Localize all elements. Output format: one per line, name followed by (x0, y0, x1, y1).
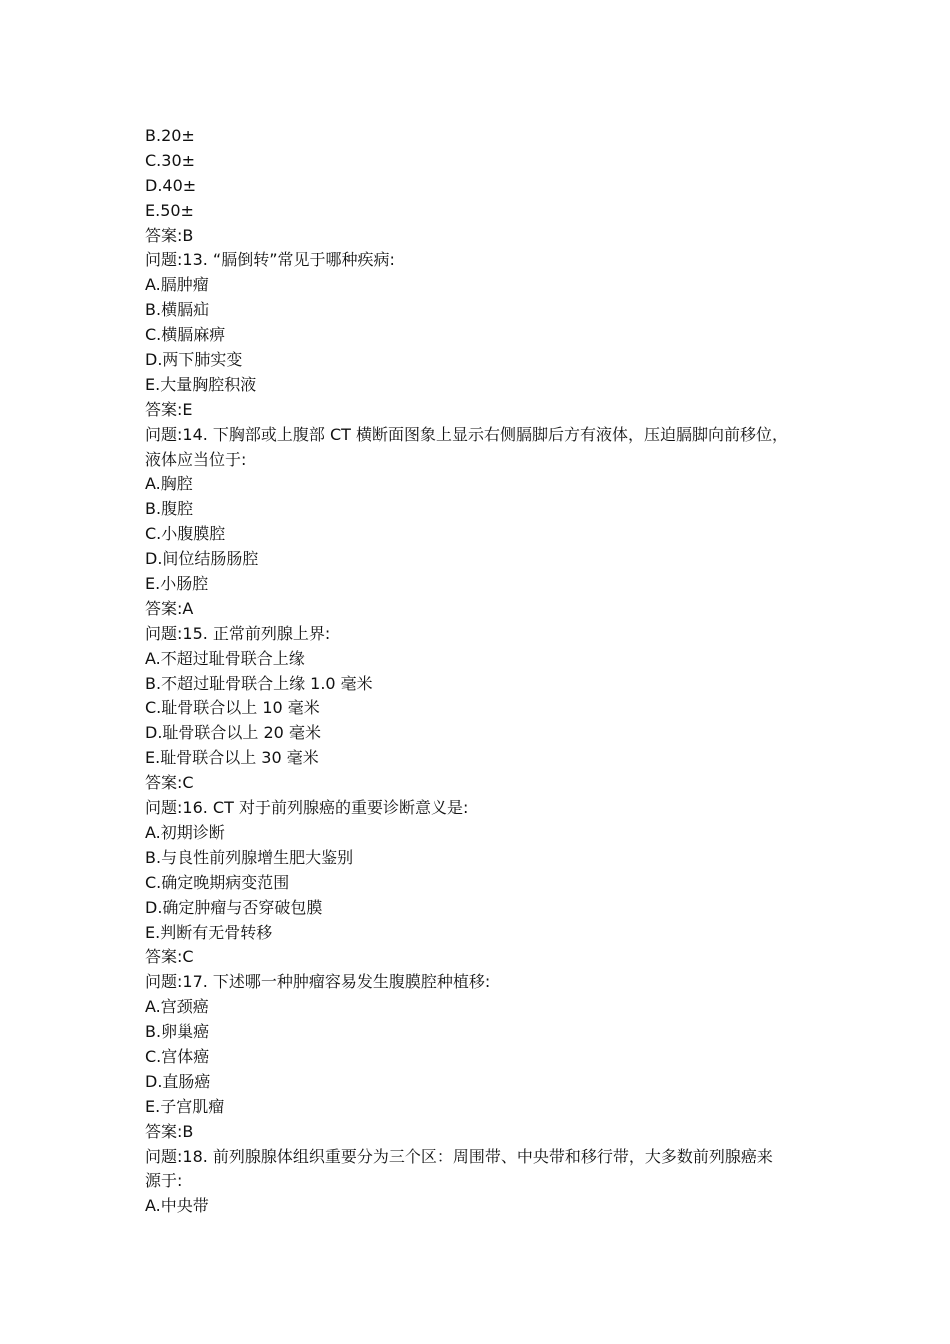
answer-option: D.耻骨联合以上 20 毫米 (145, 723, 321, 743)
question-text-continued: 液体应当位于: (145, 449, 247, 469)
answer-option: D.确定肿瘤与否穿破包膜 (145, 897, 323, 917)
answer-option: A.中央带 (145, 1196, 209, 1216)
answer-option: C.宫体癌 (145, 1046, 210, 1066)
answer-option: E.小肠腔 (145, 574, 209, 594)
answer-option: D.直肠癌 (145, 1071, 211, 1091)
answer-key: 答案:A (145, 598, 194, 618)
answer-option: A.宫颈癌 (145, 997, 209, 1017)
answer-option: C.小腹膜腔 (145, 524, 226, 544)
question-text-continued: 源于: (145, 1171, 183, 1191)
answer-option: E.子宫肌瘤 (145, 1096, 225, 1116)
question-text: 问题:17. 下述哪一种肿瘤容易发生腹膜腔种植移: (145, 972, 491, 992)
answer-option: C.横膈麻痹 (145, 325, 226, 345)
question-text: 问题:13. “膈倒转”常见于哪种疾病: (145, 250, 395, 270)
answer-option: E.大量胸腔积液 (145, 374, 257, 394)
answer-option: C.耻骨联合以上 10 毫米 (145, 698, 320, 718)
answer-option: E.50± (145, 200, 194, 220)
document-page (145, 124, 845, 1219)
answer-option: B.卵巢癌 (145, 1022, 210, 1042)
answer-key: 答案:E (145, 399, 193, 419)
answer-key: 答案:C (145, 773, 194, 793)
answer-option: B.横膈疝 (145, 300, 210, 320)
answer-option: C.30± (145, 150, 196, 170)
answer-key: 答案:C (145, 947, 194, 967)
answer-option: A.不超过耻骨联合上缘 (145, 648, 305, 668)
answer-option: C.确定晚期病变范围 (145, 872, 290, 892)
answer-option: B.20± (145, 126, 195, 145)
question-text: 问题:18. 前列腺腺体组织重要分为三个区：周围带、中央带和移行带，大多数前列腺癌来 (145, 1146, 773, 1166)
answer-option: D.两下肺实变 (145, 350, 243, 370)
answer-option: E.判断有无骨转移 (145, 922, 273, 942)
answer-option: A.胸腔 (145, 474, 193, 494)
answer-option: D.间位结肠肠腔 (145, 549, 259, 569)
answer-option: A.膈肿瘤 (145, 275, 209, 295)
answer-option: B.与良性前列腺增生肥大鉴别 (145, 847, 354, 867)
question-text: 问题:16. CT 对于前列腺癌的重要诊断意义是: (145, 798, 469, 818)
answer-key: 答案:B (145, 1121, 194, 1141)
question-text: 问题:14. 下胸部或上腹部 CT 横断面图象上显示右侧膈脚后方有液体，压迫膈脚向前移位， (145, 424, 789, 444)
answer-option: A.初期诊断 (145, 822, 225, 842)
question-text: 问题:15. 正常前列腺上界: (145, 623, 331, 643)
answer-key: 答案:B (145, 225, 194, 245)
answer-option: E.耻骨联合以上 30 毫米 (145, 748, 319, 768)
answer-option: D.40± (145, 175, 197, 195)
answer-option: B.腹腔 (145, 499, 194, 519)
answer-option: B.不超过耻骨联合上缘 1.0 毫米 (145, 673, 373, 693)
